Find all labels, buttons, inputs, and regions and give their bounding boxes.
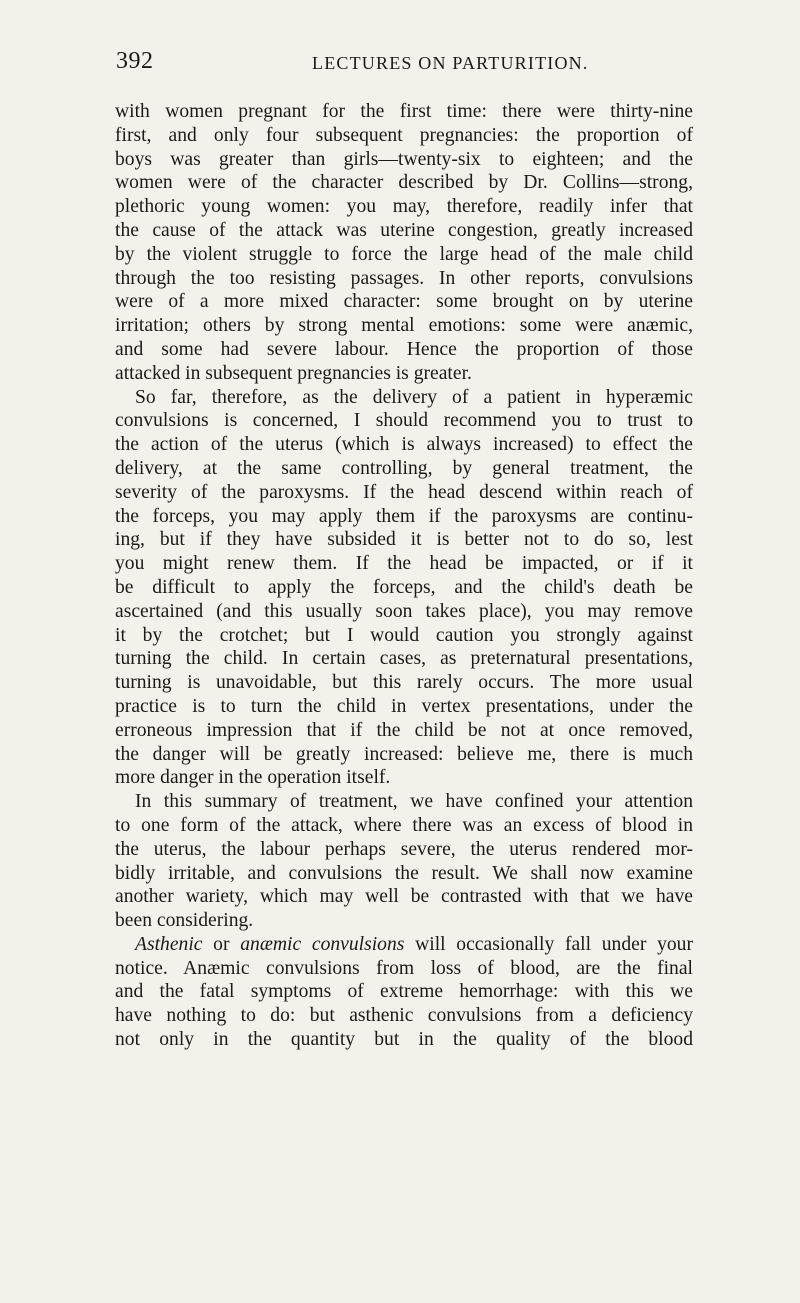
text-line: turning the child. In certain cases, as preternatural presentations, (115, 648, 693, 670)
text-line: In this summary of treatment, we have confined your attention (135, 791, 693, 813)
text-line: were of a more mixed character: some brought on by uterine (115, 291, 693, 313)
text-line: another wariety, which may well be contrasted with that we have (115, 886, 693, 908)
page-header (0, 48, 800, 80)
text-line: to one form of the attack, where there was an excess of blood in (115, 814, 693, 836)
text-line: attacked in subsequent pregnancies is greater. (115, 362, 472, 384)
text-line: have nothing to do: but asthenic convulsions from a deficiency (115, 1005, 693, 1027)
text-line: through the too resisting passages. In other reports, convulsions (115, 267, 693, 289)
text-line: ing, but if they have subsided it is better not to do so, lest (115, 529, 693, 551)
text-line: turning is unavoidable, but this rarely occurs. The more usual (115, 672, 693, 694)
text-line: boys was greater than girls—twenty-six to eighteen; and the (115, 148, 693, 170)
text-line: by the violent struggle to force the large head of the male child (115, 243, 693, 265)
text-line: severity of the paroxysms. If the head descend within reach of (115, 481, 693, 503)
running-head: LECTURES ON PARTURITION. (312, 53, 589, 73)
text-line: bidly irritable, and convulsions the result. We shall now examine (115, 862, 693, 884)
text-line: the forceps, you may apply them if the paroxysms are continu- (115, 505, 693, 527)
body-text (115, 100, 693, 1052)
text-fragment: will occasionally fall under your (404, 933, 693, 955)
italic-term: anæmic convulsions (240, 933, 405, 955)
text-line: women were of the character described by Dr. Collins—strong, (115, 172, 693, 194)
text-line: irritation; others by strong mental emotions: some were anæmic, (115, 315, 693, 337)
text-line: delivery, at the same controlling, by general treatment, the (115, 457, 693, 479)
text-line: first, and only four subsequent pregnancies: the proportion of (115, 124, 693, 146)
text-line: be difficult to apply the forceps, and the child's death be (115, 576, 693, 598)
text-line: you might renew them. If the head be impacted, or if it (115, 553, 693, 575)
text-line: erroneous impression that if the child be not at once removed, (115, 719, 693, 741)
text-line: convulsions is concerned, I should recommend you to trust to (115, 410, 693, 432)
italic-term: Asthenic (135, 933, 203, 955)
text-line: more danger in the operation itself. (115, 767, 391, 789)
text-line: the danger will be greatly increased: believe me, there is much (115, 743, 693, 765)
page-number: 392 (116, 48, 154, 74)
text-line: with women pregnant for the first time: there were thirty-nine (115, 101, 693, 122)
text-line: plethoric young women: you may, therefore, readily infer that (115, 196, 693, 218)
text-line: the action of the uterus (which is always increased) to effect the (115, 434, 693, 456)
text-line: and some had severe labour. Hence the proportion of those (115, 338, 693, 360)
text-line: practice is to turn the child in vertex presentations, under the (115, 695, 693, 717)
text-fragment: or (202, 933, 241, 955)
text-line (115, 933, 693, 957)
text-line: ascertained (and this usually soon takes place), you may remove (115, 600, 693, 622)
text-line: not only in the quantity but in the quality of the blood (115, 1029, 693, 1051)
text-line: notice. Anæmic convulsions from loss of blood, are the final (115, 957, 693, 979)
text-line: and the fatal symptoms of extreme hemorrhage: with this we (115, 981, 693, 1003)
text-line: the cause of the attack was uterine congestion, greatly increased (115, 219, 693, 241)
text-line: been considering. (115, 910, 254, 932)
text-line: So far, therefore, as the delivery of a patient in hyperæmic (135, 386, 693, 408)
text-line: it by the crotchet; but I would caution you strongly against (115, 624, 693, 646)
text-line: the uterus, the labour perhaps severe, the uterus rendered mor- (115, 838, 693, 860)
